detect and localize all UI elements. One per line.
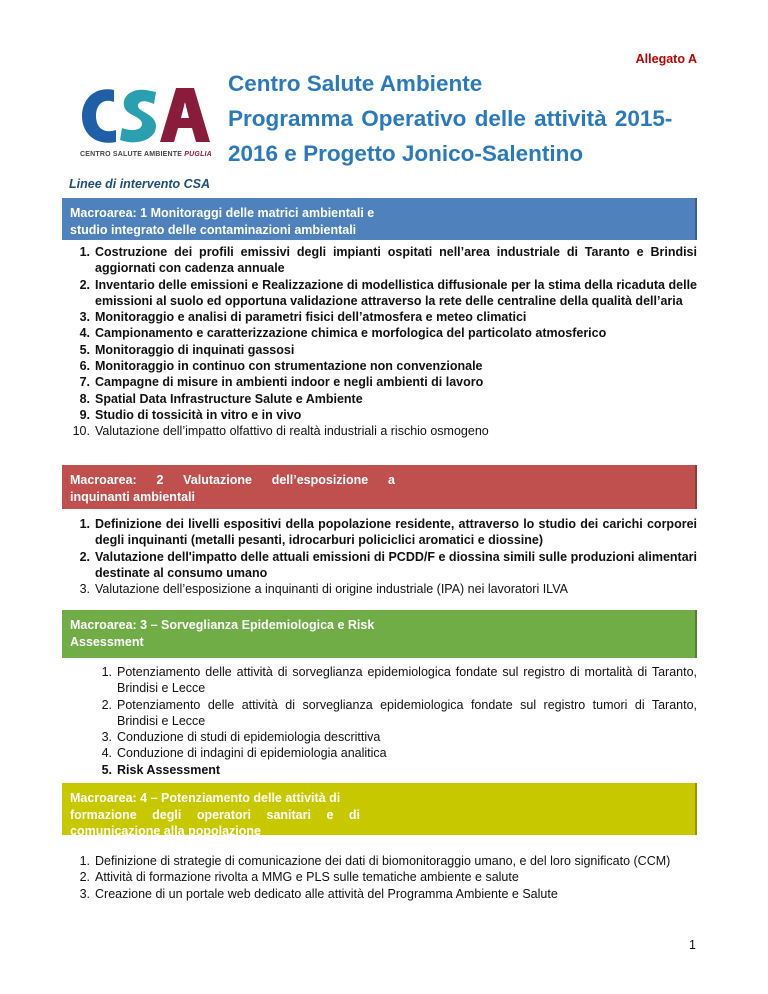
- allegato-label: Allegato A: [635, 52, 697, 66]
- item-number: 3.: [101, 730, 112, 745]
- item-number: 9.: [79, 407, 90, 422]
- macroarea-3-heading-line1: Macroarea: 3 – Sorveglianza Epidemiologica e Risk: [70, 618, 375, 632]
- list-item: [68, 391, 697, 407]
- heading-word: operatori: [196, 807, 252, 822]
- heading-word: formazione: [70, 807, 137, 822]
- macroarea-4-list: [68, 853, 697, 902]
- item-number: 4.: [101, 746, 112, 761]
- macroarea-1-heading-line2: studio integrato delle contaminazioni ambientali: [70, 222, 357, 237]
- item-number: 1.: [101, 665, 112, 679]
- list-item: [68, 549, 697, 582]
- list-item: [68, 342, 697, 358]
- list-item: [68, 244, 697, 277]
- list-item: [90, 762, 697, 778]
- list-item: [90, 745, 697, 761]
- list-item: [68, 423, 697, 439]
- macroarea-2-heading-line2: inquinanti ambientali: [70, 489, 196, 504]
- item-number: 7.: [79, 375, 90, 390]
- list-item: [90, 697, 697, 730]
- item-number: 1.: [79, 245, 90, 259]
- item-number: 8.: [79, 391, 90, 406]
- section-label: Linee di intervento CSA: [69, 177, 210, 191]
- heading-word: sanitari: [266, 807, 311, 822]
- item-text: Monitoraggio e analisi di parametri fisici dell’atmosfera e meteo climatici: [95, 310, 527, 325]
- list-item: [68, 309, 697, 325]
- item-number: 2.: [79, 870, 90, 885]
- heading-word: e: [326, 807, 334, 822]
- list-item: [90, 664, 697, 697]
- item-text: Conduzione di indagini di epidemiologia analitica: [117, 746, 387, 761]
- list-item: [68, 581, 697, 597]
- item-text: Studio di tossicità in vitro e in vivo: [95, 407, 302, 422]
- macroarea-1-heading: [62, 198, 697, 240]
- heading-word: Valutazione: [183, 473, 252, 487]
- item-number: 2.: [79, 549, 90, 564]
- title-line-1: Centro Salute Ambiente: [228, 71, 483, 96]
- macroarea-1-heading-line1: Macroarea: 1 Monitoraggi delle matrici ambientali e: [70, 206, 375, 220]
- item-text: Creazione di un portale web dedicato alle attività del Programma Ambiente e Salute: [95, 886, 558, 901]
- item-text: Definizione di strategie di comunicazione dei dati di biomonitoraggio umano, e del loro significato (CCM): [95, 854, 671, 868]
- macroarea-1-list: [68, 244, 697, 440]
- title-line-2: Programma Operativo delle attività 2015-: [228, 106, 673, 131]
- item-text: Attività di formazione rivolta a MMG e PLS sulle tematiche ambiente e salute: [95, 870, 519, 885]
- item-number: 4.: [79, 326, 90, 341]
- macroarea-2-list: [68, 516, 697, 597]
- list-item: [68, 886, 697, 902]
- list-item: [68, 516, 697, 549]
- macroarea-4-heading-line1: Macroarea: 4 – Potenziamento delle attività di: [70, 791, 341, 805]
- logo-subtitle: [80, 151, 212, 158]
- list-item: [68, 869, 697, 885]
- item-number: 3.: [79, 582, 90, 597]
- item-text: Definizione dei livelli espositivi della popolazione residente, attraverso lo studio dei carichi corporei degli inquinanti (metalli pesanti, idrocarburi policiclici aromatici e diossine): [95, 517, 697, 548]
- page-number: 1: [689, 938, 696, 952]
- heading-word: Macroarea:: [70, 473, 137, 487]
- item-number: 5.: [101, 762, 112, 777]
- item-text: Inventario delle emissioni e Realizzazione di modellistica diffusionale per la stima della ricaduta delle emissioni al suolo ed opportuna validazione attraverso la rete delle centraline della qualità dell’aria: [95, 277, 697, 308]
- item-text: Potenziamento delle attività di sorveglianza epidemiologica fondate sul registro tumori di Taranto, Brindisi e Lecce: [117, 697, 697, 728]
- heading-word: di: [348, 807, 360, 822]
- item-text: Valutazione dell’impatto olfattivo di realtà industriali a rischio osmogeno: [95, 424, 489, 439]
- csa-logo: [76, 78, 216, 158]
- heading-word: a: [388, 473, 395, 487]
- item-number: 2.: [79, 277, 90, 292]
- item-number: 2.: [101, 697, 112, 712]
- item-number: 1.: [79, 517, 90, 531]
- heading-word: dell’esposizione: [271, 473, 369, 487]
- list-item: [68, 407, 697, 423]
- item-text: Potenziamento delle attività di sorveglianza epidemiologica fondate sul registro di mortalità di Taranto, Brindisi e Lecce: [117, 665, 697, 696]
- list-item: [68, 853, 697, 869]
- macroarea-4-heading-line3: comunicazione alla popolazione: [70, 824, 262, 838]
- macroarea-4-heading: [62, 783, 697, 838]
- item-number: 1.: [79, 854, 90, 868]
- item-text: Campagne di misure in ambienti indoor e negli ambienti di lavoro: [95, 375, 484, 390]
- macroarea-2-heading: [62, 465, 697, 509]
- list-item: [68, 277, 697, 310]
- heading-word: degli: [152, 807, 182, 822]
- macroarea-3-heading-line2: Assessment: [70, 634, 144, 649]
- item-number: 10.: [72, 424, 90, 439]
- item-text: Valutazione dell’esposizione a inquinanti di origine industriale (IPA) nei lavoratori ILVA: [95, 582, 568, 597]
- heading-word: 2: [156, 473, 164, 487]
- logo-subtitle-text: CENTRO SALUTE AMBIENTE: [80, 151, 183, 158]
- item-number: 6.: [79, 359, 90, 374]
- item-text: Conduzione di studi di epidemiologia descrittiva: [117, 730, 381, 745]
- list-item: [68, 325, 697, 341]
- item-text: Campionamento e caratterizzazione chimica e morfologica del particolato atmosferico: [95, 326, 607, 341]
- item-text: Monitoraggio in continuo con strumentazione non convenzionale: [95, 359, 483, 374]
- macroarea-3-list: [90, 664, 697, 778]
- macroarea-3-heading: [62, 610, 697, 658]
- list-item: [68, 374, 697, 390]
- item-text: Risk Assessment: [117, 762, 221, 777]
- page-title: [228, 66, 698, 171]
- logo-subtitle-region: PUGLIA: [184, 151, 212, 158]
- item-text: Monitoraggio di inquinati gassosi: [95, 342, 295, 357]
- item-number: 5.: [79, 342, 90, 357]
- title-line-3: 2016 e Progetto Jonico-Salentino: [228, 141, 584, 166]
- item-text: Spatial Data Infrastructure Salute e Ambiente: [95, 391, 363, 406]
- item-number: 3.: [79, 886, 90, 901]
- item-number: 3.: [79, 310, 90, 325]
- item-text: Costruzione dei profili emissivi degli impianti ospitati nell’area industriale di Taranto e Brindisi aggiornati con cadenza annuale: [95, 245, 697, 276]
- list-item: [90, 729, 697, 745]
- list-item: [68, 358, 697, 374]
- item-text: Valutazione dell'impatto delle attuali emissioni di PCDD/F e diossina simili sulle produzioni alimentari destinate al consumo umano: [95, 549, 697, 580]
